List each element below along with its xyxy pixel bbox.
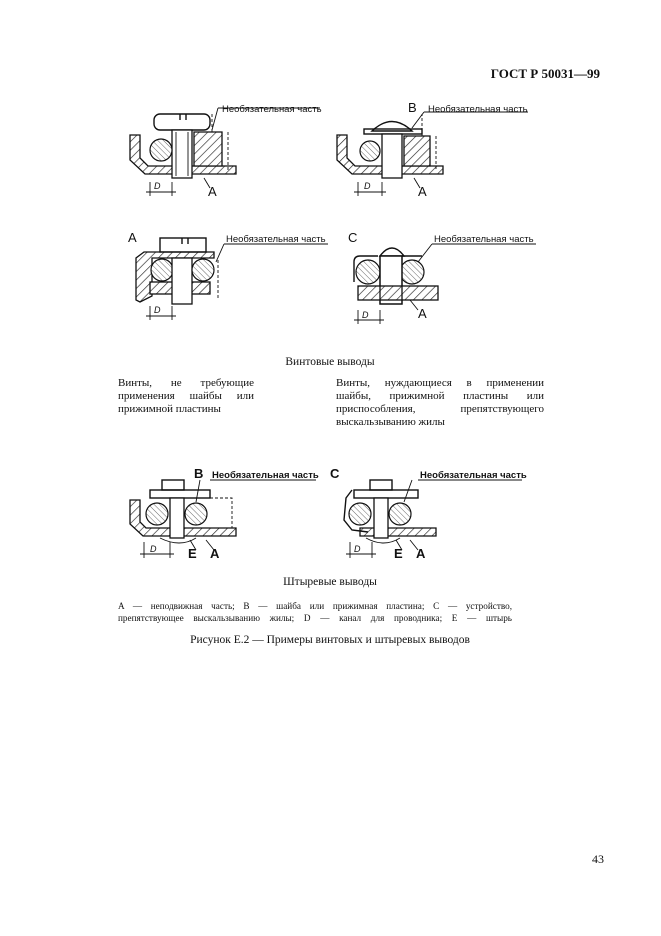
label-b-2: B xyxy=(194,466,204,481)
page-number: 43 xyxy=(592,852,604,866)
label-a-6: A xyxy=(416,546,426,561)
legend-line-1: A — неподвижная часть; B — шайба или прижимная пластина; C — устройство, xyxy=(118,601,512,611)
label-optional-4: Необязательная часть xyxy=(434,234,534,245)
label-d-1: D xyxy=(154,181,161,191)
label-a-5: A xyxy=(210,546,220,561)
drawing-screw-3 xyxy=(136,238,328,320)
drawing-pin-1 xyxy=(130,480,316,558)
label-a-2: A xyxy=(418,184,427,199)
label-optional-3: Необязательная часть xyxy=(226,234,326,245)
label-a-4: A xyxy=(418,306,427,321)
column-right-text: Винты, нуждающиеся в применении шайбы, прижимной пластины или приспособления, препятствующего выскальзыванию жилы xyxy=(336,377,544,428)
label-optional-2: Необязательная часть xyxy=(428,104,528,115)
label-d-5: D xyxy=(150,544,157,554)
drawing-pin-2 xyxy=(344,480,522,558)
label-a-1: A xyxy=(208,184,217,199)
label-e-2: E xyxy=(394,546,403,561)
label-d-6: D xyxy=(354,544,361,554)
label-d-3: D xyxy=(154,305,161,315)
label-optional-6: Необязательная часть xyxy=(420,470,527,481)
label-d-4: D xyxy=(362,310,369,320)
label-optional-1: Необязательная часть xyxy=(222,104,322,115)
label-d-2: D xyxy=(364,181,371,191)
label-c-1: C xyxy=(348,230,358,245)
label-a-3: A xyxy=(128,230,137,245)
caption-pin-terminals: Штыревые выводы xyxy=(283,576,377,588)
drawing-screw-4 xyxy=(354,244,536,324)
caption-screw-terminals: Винтовые выводы xyxy=(285,356,375,368)
label-e-1: E xyxy=(188,546,197,561)
figure-title: Рисунок Е.2 — Примеры винтовых и штыревых выводов xyxy=(190,634,470,646)
column-left-text: Винты, не требующие применения шайбы или прижимной пластины xyxy=(118,377,254,415)
label-c-2: C xyxy=(330,466,340,481)
label-optional-5: Необязательная часть xyxy=(212,470,319,481)
legend-line-2: препятствующее выскальзыванию жилы; D — канал для проводника; E — штырь xyxy=(118,613,512,623)
label-b-1: B xyxy=(408,100,417,115)
standard-code: ГОСТ Р 50031—99 xyxy=(490,66,600,81)
